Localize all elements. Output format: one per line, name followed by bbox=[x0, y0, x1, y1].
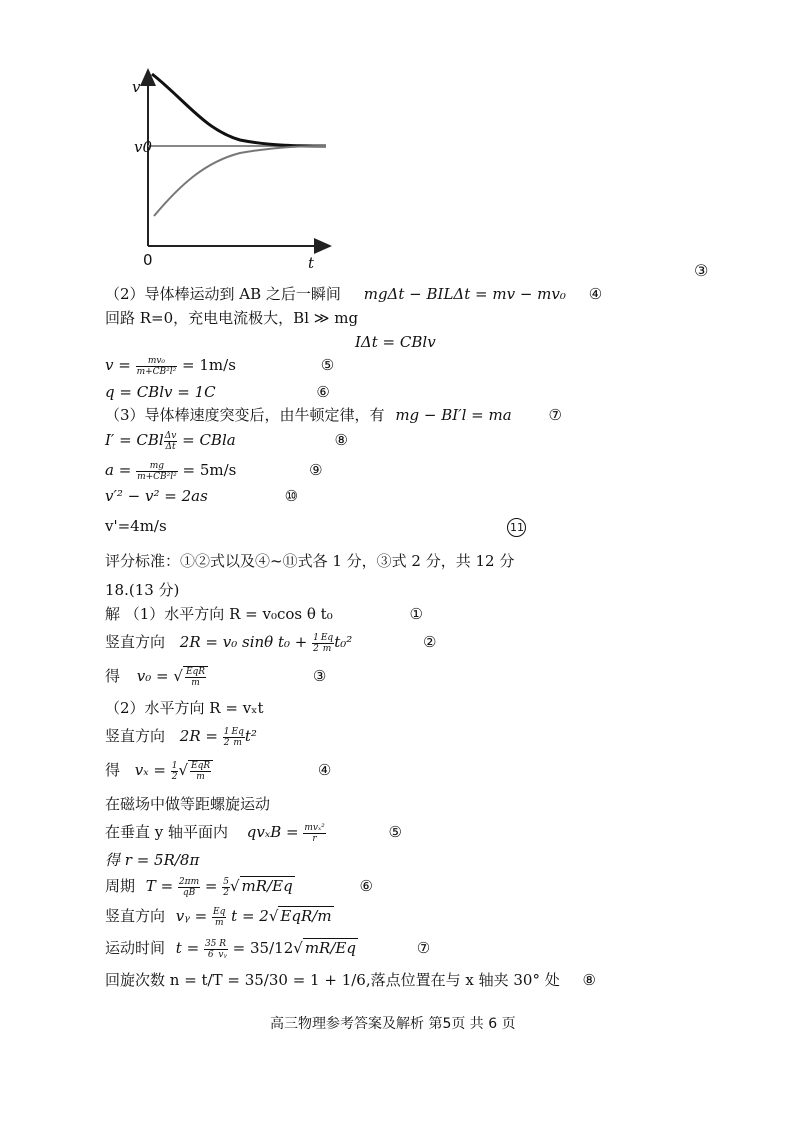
momentum-equation: mgΔt − BILΔt = mv − mv₀ bbox=[363, 285, 566, 303]
q18-b3: 得 vₓ = $\frac{1}{2}$ √ $\frac{\text{EqR}}{m}$ ④ bbox=[105, 760, 332, 782]
part2-line1 bbox=[105, 284, 602, 304]
q18-b5: 在垂直 y 轴平面内 qvₓB = $\frac{\text{mvₓ²}}{r}$ ⑤ bbox=[105, 822, 402, 844]
part3-line4: v′² − v² = 2as ⑩ bbox=[105, 487, 299, 505]
marker-5: ⑤ bbox=[320, 356, 335, 374]
q18-b2: 竖直方向 2R = $\frac{1}{2}$ $\frac{Eq}{m}$ t² bbox=[105, 726, 257, 748]
part3-line1: （3）导体棒速度突变后，由牛顿定律，有 mg − BI′l = ma ⑦ bbox=[105, 406, 562, 424]
q18-a1: 解 （1）水平方向 R = v₀cos θ t₀ ① bbox=[105, 605, 423, 623]
marker-8: ⑧ bbox=[334, 431, 348, 449]
q18-b9: 运动时间 t = $\frac{35}{6}$ $\frac{R}{\text{vᵧ}}$ = 35/12√ mR/Eq ⑦ bbox=[105, 938, 431, 960]
q18-marker-8: ⑧ bbox=[582, 971, 596, 989]
part2-line5: q = CBlv = 1C ⑥ bbox=[105, 383, 330, 401]
v0-label: v0 bbox=[134, 138, 153, 156]
increasing-curve bbox=[154, 146, 326, 216]
scoring-standard: 评分标准：①②式以及④~⑪式各 1 分，③式 2 分，共 12 分 bbox=[105, 552, 515, 570]
q18-marker-7: ⑦ bbox=[416, 939, 431, 957]
marker-6: ⑥ bbox=[316, 383, 330, 401]
part3-line2: I′ = CBl $\frac{\Delta v}{\Delta t}$ = CBla ⑧ bbox=[105, 430, 348, 452]
q18-marker-5: ⑤ bbox=[388, 823, 402, 841]
q18-b10: 回旋次数 n = t/T = 35/30 = 1 + 1/6,落点位置在与 x 轴夹 30° 处 ⑧ bbox=[105, 971, 596, 989]
part2-line3: IΔt = CBlv bbox=[355, 333, 436, 351]
q18-b7: 周期 T = $\frac{2\pi m}{qB}$ = $\frac{5}{2}$ √ mR/Eq ⑥ bbox=[105, 876, 373, 898]
part3-line3: a = $\frac{mg}{\text{m+CB²l²}}$ = 5m/s ⑨ bbox=[105, 460, 323, 482]
velocity-time-graph bbox=[0, 0, 800, 280]
q18-b8: 竖直方向 vᵧ = $\frac{Eq}{m}$ t = 2√ EqR/m bbox=[105, 906, 332, 928]
q18-b4: 在磁场中做等距螺旋运动 bbox=[105, 795, 271, 813]
marker-7: ⑦ bbox=[548, 406, 562, 424]
q18-b1: （2）水平方向 R = vₓt bbox=[105, 699, 264, 717]
q18-b6: 得 r = 5R/8π bbox=[105, 851, 200, 869]
q18-marker-2: ② bbox=[423, 633, 437, 651]
decreasing-curve bbox=[152, 74, 326, 146]
marker-11: 11 bbox=[507, 518, 526, 537]
q18-a2: 竖直方向 2R = v₀ sinθ t₀ + $\frac{1}{2}$ $\frac{Eq}{m}$ t₀² ② bbox=[105, 632, 437, 654]
q18-marker-1: ① bbox=[409, 605, 423, 623]
part2-label: （2）导体棒运动到 AB 之后一瞬间 bbox=[105, 285, 341, 303]
q18-a3: 得 v₀ = √ $\frac{\text{EqR}}{m}$ ③ bbox=[105, 666, 327, 688]
marker-10: ⑩ bbox=[284, 487, 299, 505]
origin-label: 0 bbox=[143, 251, 153, 269]
part2-line4: v = $\frac{\text{mv₀}}{\text{m+CB²l²}}$ = 1m/s ⑤ bbox=[105, 355, 335, 377]
x-axis-label: t bbox=[308, 254, 315, 272]
q18-marker-4: ④ bbox=[317, 761, 332, 779]
marker-4: ④ bbox=[588, 285, 603, 303]
q18-marker-3: ③ bbox=[312, 667, 327, 685]
part2-line2: 回路 R=0，充电电流极大，Bl ≫ mg bbox=[105, 309, 359, 327]
y-axis-label: v bbox=[132, 78, 141, 96]
q18-marker-6: ⑥ bbox=[359, 877, 373, 895]
marker-9: ⑨ bbox=[309, 461, 323, 479]
graph-marker: ③ bbox=[694, 261, 709, 280]
part3-line5: v'=4m/s 11 bbox=[105, 516, 526, 537]
q18-title: 18.(13 分) bbox=[105, 581, 180, 599]
page-footer: 高三物理参考答案及解析 第5页 共 6 页 bbox=[270, 1016, 516, 1032]
